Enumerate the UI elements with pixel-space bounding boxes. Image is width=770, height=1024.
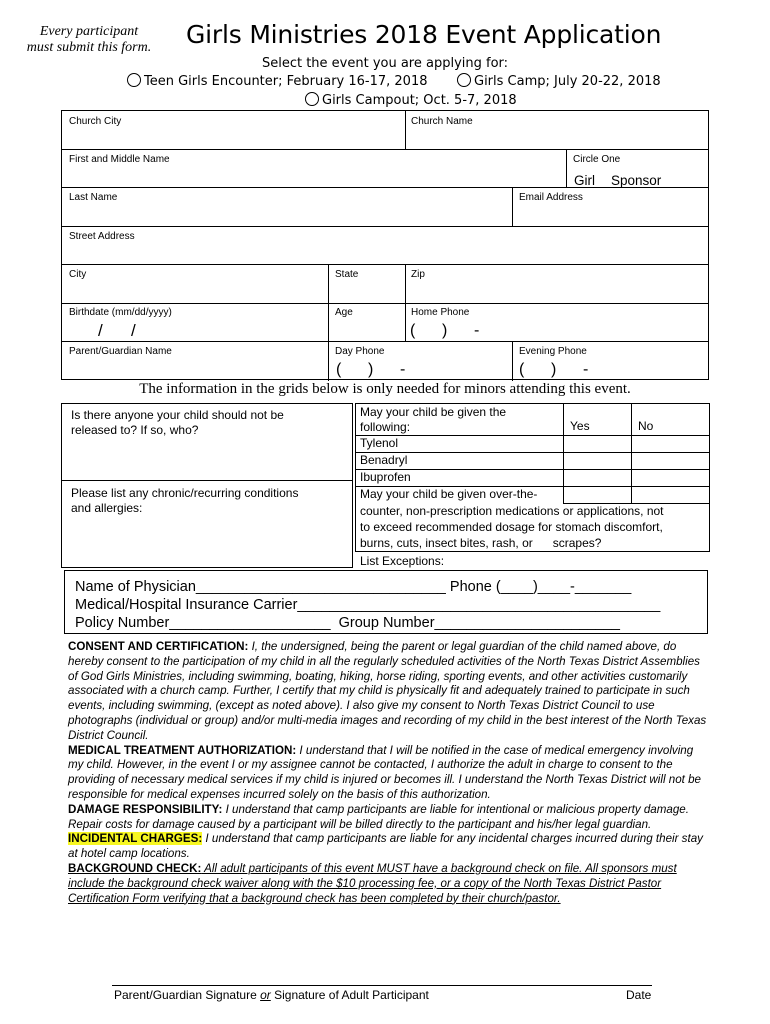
state-field[interactable]: State: [335, 269, 359, 280]
evening-phone-field[interactable]: Evening Phone: [519, 346, 587, 357]
zip-field[interactable]: Zip: [411, 269, 425, 280]
incidental-heading: INCIDENTAL CHARGES:: [68, 832, 203, 846]
exceptions-label: List Exceptions:: [360, 554, 445, 568]
release-question-line-2: released to? If so, who?: [71, 423, 199, 437]
event-label-encounter: Teen Girls Encounter; February 16-17, 2018: [144, 74, 428, 89]
applicant-info-grid: [61, 110, 709, 380]
home-phone-field[interactable]: Home Phone: [411, 307, 470, 318]
circle-one-label: Circle One: [573, 154, 621, 165]
otc-question-line-4: burns, cuts, insect bites, rash, or scrapes?: [360, 536, 602, 550]
participant-note: [14, 24, 164, 56]
release-question-line-1: Is there anyone your child should not be: [71, 408, 284, 422]
event-option-campout[interactable]: [305, 92, 517, 108]
medical-paragraph: [68, 744, 708, 803]
signature-line[interactable]: [112, 985, 652, 986]
grid-divider: [62, 303, 708, 304]
radio-icon[interactable]: [127, 73, 141, 87]
grid-divider: [62, 341, 708, 342]
damage-heading: DAMAGE RESPONSIBILITY:: [68, 802, 223, 816]
email-field[interactable]: Email Address: [519, 192, 583, 203]
background-heading: BACKGROUND CHECK:: [68, 861, 202, 875]
med-row-tylenol: Tylenol: [360, 436, 399, 450]
grid-divider: [62, 226, 708, 227]
church-city-field[interactable]: Church City: [69, 116, 122, 127]
girl-option[interactable]: Girl: [574, 173, 595, 188]
evening-phone-format: ( ) -: [519, 361, 589, 378]
damage-paragraph: [68, 803, 708, 833]
birthdate-slashes: / /: [98, 321, 136, 340]
radio-icon[interactable]: [457, 73, 471, 87]
grid-divider: [566, 149, 567, 187]
meds-question-line-2: following:: [360, 420, 411, 434]
birthdate-field[interactable]: Birthdate (mm/dd/yyyy): [69, 307, 172, 318]
otc-question-line-1: May your child be given over-the-: [360, 487, 538, 501]
consent-section: [68, 640, 708, 906]
day-phone-format: ( ) -: [336, 361, 406, 378]
conditions-question-line-2: and allergies:: [71, 501, 143, 515]
table-divider: [631, 404, 632, 503]
event-label-campout: Girls Campout; Oct. 5-7, 2018: [322, 93, 517, 108]
age-field[interactable]: Age: [335, 307, 353, 318]
otc-question-line-3: to exceed recommended dosage for stomach discomfort,: [360, 520, 663, 534]
date-label: Date: [626, 988, 652, 1002]
church-name-field[interactable]: Church Name: [411, 116, 473, 127]
grid-divider: [512, 187, 513, 226]
consent-text: I, the undersigned, being the parent or legal guardian of the child named above, do hereby consent to the participation of my child in all the regularly scheduled activities of the North Texas District Assemblies of God Girls Ministries, including swimming, boating, hiking, horse riding, sporting events, and other activities customarily associated with a church camp. Further, I certify that my child is physically fit and adequately trained to participate in such events, including swimming, (except as noted above). I also give my consent to North Texas District Council to use photographs (individual or group) and/or multi-media images and recording of my child in the best interest of the North Texas District Council.: [68, 640, 707, 742]
medical-text: I understand that I will be notified in the case of medical emergency involving my child. However, in the event I or my assignee cannot be contacted, I authorize the adult in charge to consent to the providing of necessary medical services if my child is injured or becomes ill. I understand the North Texas District will not be responsible for medical expenses incurred solely on the basis of this authorization.: [68, 743, 701, 801]
med-row-ibuprofen: Ibuprofen: [360, 470, 411, 484]
signature-label-or: or: [260, 988, 271, 1002]
table-divider: [356, 435, 709, 436]
table-divider: [356, 452, 709, 453]
medical-heading: MEDICAL TREATMENT AUTHORIZATION:: [68, 743, 297, 757]
grid-divider: [328, 264, 329, 381]
last-name-field[interactable]: Last Name: [69, 192, 118, 203]
grid-divider: [62, 264, 708, 265]
incidental-text: I understand that camp participants are liable for any incidental charges incurred during their stay at hotel camp locations.: [68, 832, 703, 861]
grid-divider: [512, 341, 513, 381]
conditions-question-line-1: Please list any chronic/recurring conditions: [71, 486, 299, 500]
table-divider: [563, 404, 564, 503]
city-field[interactable]: City: [69, 269, 87, 280]
policy-line[interactable]: Policy Number____________________ Group Number_______________________: [75, 615, 620, 631]
grid-divider: [405, 264, 406, 341]
day-phone-field[interactable]: Day Phone: [335, 346, 385, 357]
no-column-header: No: [638, 419, 654, 433]
note-line-2: must submit this form.: [26, 40, 152, 55]
sponsor-option[interactable]: Sponsor: [611, 173, 662, 188]
event-label-camp: Girls Camp; July 20-22, 2018: [474, 74, 661, 89]
release-question-box[interactable]: [61, 403, 353, 481]
event-option-encounter[interactable]: [127, 73, 428, 89]
page-title: Girls Ministries 2018 Event Application: [186, 20, 662, 49]
home-phone-format: ( ) -: [410, 322, 480, 339]
damage-text: I understand that camp participants are liable for intentional or malicious property damage. Repair costs for damage caused by a participant will be billed directly to the participant and his/her legal guardian.: [68, 802, 689, 831]
medications-table: [355, 403, 710, 552]
minors-note: The information in the grids below is only needed for minors attending this event.: [139, 381, 631, 397]
yes-column-header: Yes: [570, 419, 590, 433]
first-middle-name-field[interactable]: First and Middle Name: [69, 154, 170, 165]
street-address-field[interactable]: Street Address: [69, 231, 135, 242]
signature-label: [114, 988, 429, 1002]
select-prompt: Select the event you are applying for:: [261, 56, 509, 71]
consent-heading: CONSENT AND CERTIFICATION:: [68, 640, 249, 653]
event-option-camp[interactable]: [457, 73, 661, 89]
grid-divider: [405, 111, 406, 149]
guardian-name-field[interactable]: Parent/Guardian Name: [69, 346, 172, 357]
otc-question-line-2: counter, non-prescription medications or applications, not: [360, 504, 664, 518]
meds-question-line-1: May your child be given the: [360, 405, 507, 419]
consent-paragraph: [68, 640, 708, 744]
radio-icon[interactable]: [305, 92, 319, 106]
physician-line[interactable]: Name of Physician_______________________________ Phone (____)____-_______: [75, 579, 632, 595]
physician-box: [64, 570, 708, 634]
incidental-paragraph: [68, 832, 708, 862]
med-row-benadryl: Benadryl: [360, 453, 408, 467]
background-paragraph: [68, 862, 708, 906]
conditions-question-box[interactable]: [61, 481, 353, 568]
insurance-line[interactable]: Medical/Hospital Insurance Carrier_____________________________________________: [75, 597, 661, 613]
signature-label-part-1: Parent/Guardian Signature: [114, 988, 261, 1002]
background-text: All adult participants of this event MUST have a background check on file. All sponsors must include the background check waiver along with the $10 processing fee, or a copy of the North Texas District Pastor Certification Form verifying that a background check has been completed by their church/pastor.: [68, 861, 677, 905]
note-line-1: Every participant: [39, 24, 139, 39]
signature-label-part-2: Signature of Adult Participant: [270, 988, 429, 1002]
grid-divider: [62, 149, 708, 150]
